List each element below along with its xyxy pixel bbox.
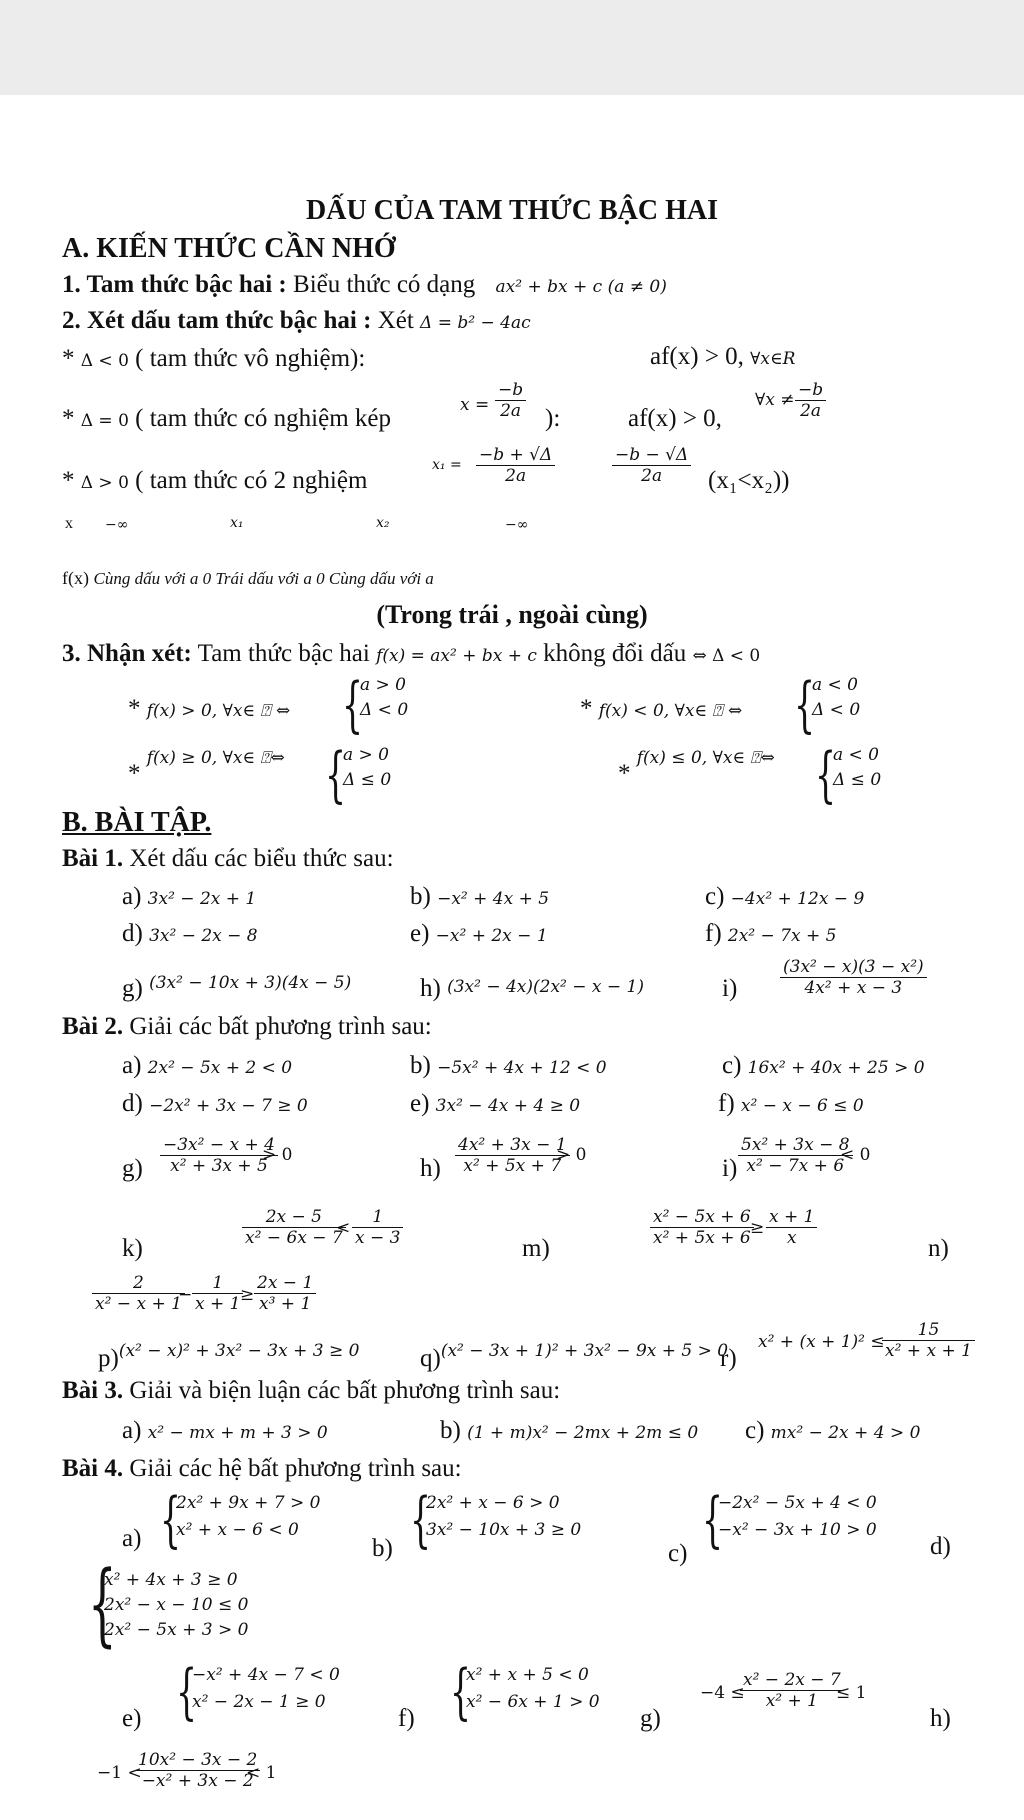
denominator: x³ + 1 bbox=[259, 1294, 312, 1314]
cond-3-b: Δ ≤ 0 bbox=[343, 770, 392, 790]
ex4-d-line-2: 2x² − x − 10 ≤ 0 bbox=[104, 1595, 249, 1615]
brace: { bbox=[88, 1552, 117, 1657]
ex1-e bbox=[410, 920, 548, 948]
label: p) bbox=[98, 1345, 119, 1372]
item-2-text: Xét bbox=[377, 307, 414, 334]
denominator: x bbox=[786, 1228, 797, 1248]
bullet: * bbox=[618, 760, 631, 787]
numerator: 1 bbox=[352, 1207, 403, 1228]
ex2-e bbox=[410, 1090, 580, 1118]
ex1-i-label: i) bbox=[722, 975, 738, 1002]
bullet: * bbox=[128, 760, 141, 787]
ex2-m-fraction-1 bbox=[650, 1207, 754, 1248]
exercise-3-label: Bài 3. bbox=[62, 1377, 124, 1404]
cond-2-a: a < 0 bbox=[812, 675, 859, 695]
expr: −2x² + 3x − 7 ≥ 0 bbox=[149, 1096, 308, 1116]
ex2-q bbox=[420, 1341, 729, 1373]
ex4-d-line-3: 2x² − 5x + 3 > 0 bbox=[104, 1620, 249, 1640]
ex2-n-label: n) bbox=[928, 1235, 949, 1262]
item-1-label: 1. Tam thức bậc hai : bbox=[62, 271, 287, 298]
label: c) bbox=[722, 1052, 742, 1079]
item-1-math: ax² + bx + c (a ≠ 0) bbox=[495, 277, 667, 297]
label: e) bbox=[410, 1090, 430, 1117]
brace: { bbox=[342, 670, 364, 740]
exercise-4-title: Giải các hệ bất phương trình sau: bbox=[129, 1455, 462, 1482]
ex2-r-fraction bbox=[882, 1320, 975, 1361]
denominator: x² − 7x + 6 bbox=[746, 1156, 845, 1176]
cond-2-text: f(x) < 0, ∀x∈ ⍰ ⇔ bbox=[598, 701, 743, 721]
ex3-c bbox=[745, 1417, 920, 1445]
ex4-b-line-1: 2x² + x − 6 > 0 bbox=[426, 1493, 560, 1513]
ex4-g-pre: −4 ≤ bbox=[700, 1683, 745, 1703]
ex2-m-label: m) bbox=[522, 1235, 550, 1262]
cond-4-a: a < 0 bbox=[833, 745, 880, 765]
denominator: x² − x + 1 bbox=[95, 1294, 182, 1314]
ex4-g-fraction bbox=[740, 1670, 844, 1711]
expr: −x² + 4x + 5 bbox=[437, 889, 550, 909]
cond-4-b: Δ ≤ 0 bbox=[833, 770, 882, 790]
brace: { bbox=[794, 670, 816, 740]
case-2-result-fraction bbox=[795, 380, 826, 421]
case-3-text: ( tam thức có 2 nghiệm bbox=[135, 467, 368, 494]
expr: 2x² − 7x + 5 bbox=[727, 926, 837, 946]
item-1-text: Biểu thức có dạng bbox=[293, 271, 476, 298]
ex4-e-line-2: x² − 2x − 1 ≥ 0 bbox=[192, 1692, 326, 1712]
ex3-a bbox=[122, 1417, 328, 1445]
denominator: 2a bbox=[500, 401, 522, 421]
case-3-fraction-1 bbox=[476, 445, 555, 486]
bullet: * bbox=[580, 695, 593, 722]
brace: { bbox=[450, 1657, 472, 1727]
bullet: * bbox=[62, 467, 75, 494]
ex2-n-minus: − bbox=[178, 1285, 193, 1305]
expr: x² − x − 6 ≤ 0 bbox=[740, 1096, 864, 1116]
page-title: DẤU CỦA TAM THỨC BẬC HAI bbox=[306, 195, 718, 226]
ex2-i-label: i) bbox=[722, 1155, 738, 1182]
cond-3-a: a > 0 bbox=[343, 745, 390, 765]
ex2-m-relation: ≥ bbox=[750, 1218, 765, 1238]
numerator: 15 bbox=[882, 1320, 975, 1341]
label: d) bbox=[122, 920, 143, 947]
label: g) bbox=[122, 975, 143, 1002]
ex4-g-post: ≤ 1 bbox=[836, 1683, 867, 1703]
cond-1-a: a > 0 bbox=[360, 675, 407, 695]
expr: 3x² − 2x + 1 bbox=[147, 889, 257, 909]
item-1 bbox=[62, 271, 667, 299]
label: a) bbox=[122, 1417, 142, 1444]
exercise-2-heading bbox=[62, 1013, 432, 1041]
item-3-condition: ⇔ Δ < 0 bbox=[692, 646, 761, 666]
ex2-p bbox=[98, 1341, 360, 1373]
exercise-1-label: Bài 1. bbox=[62, 845, 124, 872]
case-1-text: ( tam thức vô nghiệm): bbox=[135, 345, 366, 372]
ex4-h-post: < 1 bbox=[246, 1763, 277, 1783]
cond-4-text: f(x) ≤ 0, ∀x∈ ⍰⇔ bbox=[636, 748, 775, 768]
top-bar bbox=[0, 0, 1024, 95]
ex4-a-line-1: 2x² + 9x + 7 > 0 bbox=[176, 1493, 321, 1513]
document-page bbox=[0, 95, 1024, 1820]
ex4-h-pre: −1 < bbox=[97, 1763, 142, 1783]
ex2-r-label: r) bbox=[720, 1345, 737, 1372]
denominator: x² − 6x − 7 bbox=[245, 1228, 343, 1248]
denominator: x² + 5x + 7 bbox=[463, 1156, 562, 1176]
case-2-fraction bbox=[495, 380, 526, 421]
denominator: 4x² + x − 3 bbox=[804, 978, 903, 998]
brace: { bbox=[325, 740, 347, 810]
table-x1: x₁ bbox=[230, 515, 244, 531]
numerator: −b bbox=[795, 380, 826, 401]
label: f) bbox=[705, 920, 722, 947]
numerator: 2x − 1 bbox=[254, 1273, 316, 1294]
case-2-result-math: ∀x ≠ bbox=[755, 390, 795, 410]
ex2-f bbox=[718, 1090, 864, 1118]
case-3-x1: x₁ = bbox=[432, 457, 462, 473]
ex2-m-fraction-2 bbox=[766, 1207, 817, 1248]
case-1-result-math: ∀x∈R bbox=[750, 349, 796, 369]
denominator: x − 3 bbox=[355, 1228, 401, 1248]
ex4-e-label: e) bbox=[122, 1705, 142, 1732]
ex1-b bbox=[410, 883, 549, 911]
label: b) bbox=[440, 1417, 461, 1444]
exercise-4-label: Bài 4. bbox=[62, 1455, 124, 1482]
label: b) bbox=[410, 1052, 431, 1079]
brace: { bbox=[160, 1485, 182, 1555]
case-3-condition: Δ > 0 bbox=[80, 473, 129, 493]
item-3-text: Tam thức bậc hai bbox=[197, 640, 370, 667]
ex2-r-expr: x² + (x + 1)² ≤ bbox=[758, 1332, 885, 1352]
expr: −x² + 2x − 1 bbox=[435, 926, 548, 946]
ex4-c-label: c) bbox=[668, 1540, 688, 1567]
table-x: x bbox=[65, 515, 73, 532]
numerator: 10x² − 3x − 2 bbox=[135, 1750, 260, 1771]
cond-2-b: Δ < 0 bbox=[812, 700, 861, 720]
numerator: x² − 2x − 7 bbox=[740, 1670, 844, 1691]
expr: (x² − 3x + 1)² + 3x² − 9x + 5 > 0 bbox=[440, 1341, 729, 1361]
item-3-math: f(x) = ax² + bx + c bbox=[376, 646, 537, 666]
brace: { bbox=[702, 1485, 724, 1555]
exercise-4-heading bbox=[62, 1455, 462, 1483]
label: f) bbox=[718, 1090, 735, 1117]
case-1-result bbox=[650, 343, 795, 371]
sign-rule: (Trong trái , ngoài cùng) bbox=[376, 600, 648, 629]
brace: { bbox=[815, 740, 837, 810]
ex4-h-fraction bbox=[135, 1750, 260, 1791]
table-sign-row bbox=[62, 568, 434, 589]
label: h) bbox=[420, 975, 441, 1002]
label: a) bbox=[122, 883, 142, 910]
expr: −4x² + 12x − 9 bbox=[730, 889, 865, 909]
expr: 2x² − 5x + 2 < 0 bbox=[147, 1058, 293, 1078]
item-3 bbox=[62, 640, 760, 668]
ex4-f-label: f) bbox=[398, 1705, 415, 1732]
denominator: x² + 3x + 5 bbox=[170, 1156, 268, 1176]
ex4-f-line-1: x² + x + 5 < 0 bbox=[466, 1665, 589, 1685]
ex4-a-line-2: x² + x − 6 < 0 bbox=[176, 1520, 299, 1540]
case-1-condition: Δ < 0 bbox=[80, 351, 129, 371]
denominator: x² + x + 1 bbox=[885, 1341, 972, 1361]
case-3 bbox=[62, 467, 367, 495]
case-3-order: (x₁<x₂)) bbox=[708, 467, 790, 494]
expr: (3x² − 10x + 3)(4x − 5) bbox=[149, 973, 352, 993]
section-a-heading bbox=[62, 233, 396, 265]
ex2-b bbox=[410, 1052, 607, 1080]
label: q) bbox=[420, 1345, 441, 1372]
ex1-g bbox=[122, 975, 351, 1003]
cond-1 bbox=[128, 695, 290, 723]
ex3-b bbox=[440, 1417, 698, 1445]
denominator: 2a bbox=[641, 466, 663, 486]
exercise-3-heading bbox=[62, 1377, 560, 1405]
ex4-h-label: h) bbox=[930, 1705, 951, 1732]
brace: { bbox=[176, 1657, 198, 1727]
section-a-heading-text: A. KIẾN THỨC CẦN NHỚ bbox=[62, 233, 396, 264]
ex2-k-fraction-1 bbox=[242, 1207, 346, 1248]
ex2-h-fraction bbox=[455, 1135, 570, 1176]
cond-1-b: Δ < 0 bbox=[360, 700, 409, 720]
ex2-k-fraction-2 bbox=[352, 1207, 403, 1248]
exercise-2-title: Giải các bất phương trình sau: bbox=[129, 1013, 432, 1040]
numerator: x + 1 bbox=[766, 1207, 817, 1228]
case-2-text: ( tam thức có nghiệm kép bbox=[135, 405, 391, 432]
denominator: x² + 5x + 6 bbox=[653, 1228, 751, 1248]
ex2-n-fraction-1 bbox=[92, 1273, 185, 1314]
label: d) bbox=[122, 1090, 143, 1117]
numerator: −b + √Δ bbox=[476, 445, 555, 466]
expr: x² − mx + m + 3 > 0 bbox=[147, 1423, 328, 1443]
ex2-c bbox=[722, 1052, 925, 1080]
numerator: (3x² − x)(3 − x²) bbox=[780, 957, 927, 978]
ex4-b-line-2: 3x² − 10x + 3 ≥ 0 bbox=[426, 1520, 582, 1540]
expr: (3x² − 4x)(2x² − x − 1) bbox=[447, 977, 645, 997]
numerator: 5x² + 3x − 8 bbox=[738, 1135, 853, 1156]
ex2-k-relation: < bbox=[336, 1218, 351, 1238]
denominator: 2a bbox=[505, 466, 527, 486]
expr: −5x² + 4x + 12 < 0 bbox=[437, 1058, 607, 1078]
ex1-a bbox=[122, 883, 256, 911]
label: c) bbox=[705, 883, 725, 910]
ex2-n-relation: ≥ bbox=[240, 1285, 255, 1305]
ex1-c bbox=[705, 883, 864, 911]
case-2-result: af(x) > 0, bbox=[628, 405, 722, 432]
brace: { bbox=[410, 1485, 432, 1555]
cond-3-text: f(x) ≥ 0, ∀x∈ ⍰⇔ bbox=[146, 748, 285, 768]
bullet: * bbox=[62, 345, 75, 372]
case-1 bbox=[62, 345, 365, 373]
case-2 bbox=[62, 405, 391, 433]
ex4-a-label: a) bbox=[122, 1525, 142, 1552]
bullet: * bbox=[128, 695, 141, 722]
exercise-3-title: Giải và biện luận các bất phương trình sau: bbox=[129, 1377, 561, 1404]
denominator: x² + 1 bbox=[765, 1691, 818, 1711]
case-2-condition: Δ = 0 bbox=[80, 411, 129, 431]
item-3-text-2: không đổi dấu bbox=[543, 640, 687, 667]
expr: (1 + m)x² − 2mx + 2m ≤ 0 bbox=[467, 1423, 699, 1443]
item-2 bbox=[62, 307, 531, 335]
numerator: −b − √Δ bbox=[612, 445, 691, 466]
case-2-x: x = bbox=[460, 395, 490, 415]
ex4-g-label: g) bbox=[640, 1705, 661, 1732]
ex4-b-label: b) bbox=[372, 1535, 393, 1562]
table-signs: Cùng dấu với a 0 Trái dấu với a 0 Cùng dấu với a bbox=[93, 569, 434, 588]
ex2-h-label: h) bbox=[420, 1155, 441, 1182]
label: a) bbox=[122, 1052, 142, 1079]
label: b) bbox=[410, 883, 431, 910]
bullet: * bbox=[62, 405, 75, 432]
expr: 16x² + 40x + 25 > 0 bbox=[747, 1058, 925, 1078]
denominator: −x² + 3x − 2 bbox=[141, 1771, 254, 1791]
ex2-i-fraction bbox=[738, 1135, 853, 1176]
denominator: 2a bbox=[800, 401, 822, 421]
numerator: 2x − 5 bbox=[242, 1207, 346, 1228]
expr: 3x² − 2x − 8 bbox=[149, 926, 258, 946]
ex1-h bbox=[420, 975, 644, 1003]
ex2-i-relation: < 0 bbox=[840, 1145, 871, 1165]
ex2-n-fraction-2 bbox=[192, 1273, 243, 1314]
ex2-g-relation: > 0 bbox=[262, 1145, 293, 1165]
cond-2 bbox=[580, 695, 742, 723]
ex4-d-label: d) bbox=[930, 1533, 951, 1560]
ex1-i-fraction bbox=[780, 957, 927, 998]
expr: (x² − x)² + 3x² − 3x + 3 ≥ 0 bbox=[118, 1341, 360, 1361]
exercise-1-title: Xét dấu các biểu thức sau: bbox=[129, 845, 394, 872]
table-fx: f(x) bbox=[62, 568, 89, 588]
ex2-n-fraction-3 bbox=[254, 1273, 316, 1314]
label: c) bbox=[745, 1417, 765, 1444]
expr: mx² − 2x + 4 > 0 bbox=[770, 1423, 921, 1443]
table-x2: x₂ bbox=[376, 515, 390, 531]
exercise-1-heading bbox=[62, 845, 394, 873]
item-2-math: Δ = b² − 4ac bbox=[420, 313, 531, 333]
ex4-c-line-1: −2x² − 5x + 4 < 0 bbox=[718, 1493, 877, 1513]
label: e) bbox=[410, 920, 430, 947]
item-2-label: 2. Xét dấu tam thức bậc hai : bbox=[62, 307, 372, 334]
case-1-result-text: af(x) > 0, bbox=[650, 343, 744, 370]
case-3-fraction-2 bbox=[612, 445, 691, 486]
ex1-d bbox=[122, 920, 258, 948]
numerator: 1 bbox=[192, 1273, 243, 1294]
ex2-h-relation: > 0 bbox=[556, 1145, 587, 1165]
table-neg-inf: −∞ bbox=[105, 517, 129, 533]
ex2-g-label: g) bbox=[122, 1155, 143, 1182]
ex4-f-line-2: x² − 6x + 1 > 0 bbox=[466, 1692, 600, 1712]
ex4-e-line-1: −x² + 4x − 7 < 0 bbox=[192, 1665, 340, 1685]
ex2-d bbox=[122, 1090, 308, 1118]
section-b-heading bbox=[62, 807, 211, 839]
cond-1-text: f(x) > 0, ∀x∈ ⍰ ⇔ bbox=[146, 701, 291, 721]
ex2-a bbox=[122, 1052, 292, 1080]
expr: 3x² − 4x + 4 ≥ 0 bbox=[435, 1096, 581, 1116]
ex1-f bbox=[705, 920, 836, 948]
numerator: −3x² − x + 4 bbox=[160, 1135, 278, 1156]
denominator: x + 1 bbox=[195, 1294, 241, 1314]
ex2-k-label: k) bbox=[122, 1235, 143, 1262]
table-neg-inf-2: −∞ bbox=[505, 517, 529, 533]
exercise-2-label: Bài 2. bbox=[62, 1013, 124, 1040]
case-2-close: ): bbox=[545, 405, 561, 432]
ex4-d-line-1: x² + 4x + 3 ≥ 0 bbox=[104, 1570, 238, 1590]
numerator: x² − 5x + 6 bbox=[650, 1207, 754, 1228]
numerator: 2 bbox=[92, 1273, 185, 1294]
item-3-label: 3. Nhận xét: bbox=[62, 640, 192, 667]
numerator: −b bbox=[495, 380, 526, 401]
ex4-c-line-2: −x² − 3x + 10 > 0 bbox=[718, 1520, 877, 1540]
numerator: 4x² + 3x − 1 bbox=[455, 1135, 570, 1156]
section-b-heading-text: B. BÀI TẬP. bbox=[62, 807, 212, 838]
ex2-g-fraction bbox=[160, 1135, 278, 1176]
